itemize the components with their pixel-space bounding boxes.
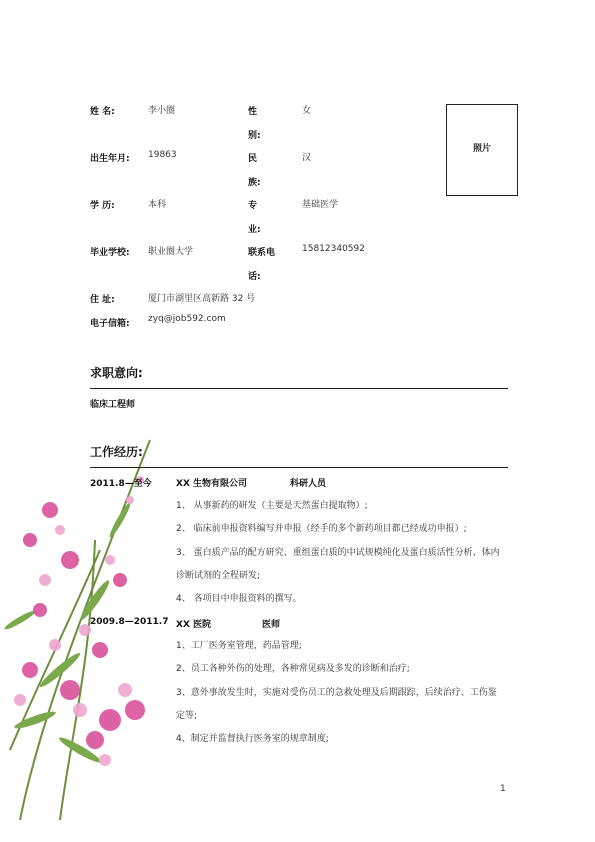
job-duty: 诊断试剂的全程研发; bbox=[176, 571, 261, 581]
job-duty: 2、员工各种外伤的处理，各种常见病及多发的诊断和治疗; bbox=[176, 664, 410, 674]
phone-label-colon: 话: bbox=[248, 272, 261, 282]
school-label: 毕业学校: bbox=[90, 248, 130, 258]
gender-label-colon: 别: bbox=[248, 131, 261, 141]
phone-label: 联系电 bbox=[248, 248, 276, 258]
job-duty: 2、 临床前申报资料编写并申报（经手的多个新药项目都已经成功申报）; bbox=[176, 524, 467, 534]
major-label: 专 bbox=[248, 201, 258, 211]
gender-label: 性 bbox=[248, 107, 258, 117]
gender-value: 女 bbox=[302, 106, 312, 116]
address-value: 厦门市湖里区高新路 32 号 bbox=[148, 294, 256, 304]
job-role: 医师 bbox=[262, 620, 281, 630]
job-duty: 3、意外事故发生时，实施对受伤员工的急救处理及后期跟踪，后续治疗、工伤鉴 bbox=[176, 688, 497, 698]
job-role: 科研人员 bbox=[290, 479, 327, 489]
school-value: 职业圈大学 bbox=[148, 247, 194, 257]
job-duty: 定等; bbox=[176, 711, 198, 721]
phone-value: 15812340592 bbox=[302, 244, 365, 254]
job-duty: 4、 各项目中申报资料的撰写。 bbox=[176, 594, 302, 604]
major-label-colon: 业: bbox=[248, 225, 261, 235]
intention-value: 临床工程师 bbox=[90, 400, 136, 410]
ethnic-label-colon: 族: bbox=[248, 178, 261, 188]
photo-label: 照片 bbox=[472, 144, 491, 154]
job-duty: 4、制定并监督执行医务室的规章制度; bbox=[176, 734, 329, 744]
photo-placeholder bbox=[446, 104, 518, 196]
birth-value: 19863 bbox=[148, 150, 177, 160]
education-label: 学 历: bbox=[90, 201, 115, 211]
name-label: 姓 名: bbox=[90, 107, 115, 117]
birth-label: 出生年月: bbox=[90, 154, 130, 164]
job-company: XX 生物有限公司 bbox=[176, 479, 248, 489]
job-company: XX 医院 bbox=[176, 620, 212, 630]
job-date: 2011.8—至今 bbox=[90, 479, 152, 489]
email-value: zyq@job592.com bbox=[148, 314, 226, 324]
intention-divider bbox=[90, 388, 508, 389]
email-label: 电子信箱: bbox=[90, 319, 130, 329]
ethnic-label: 民 bbox=[248, 154, 258, 164]
job-date: 2009.8—2011.7 bbox=[90, 617, 169, 627]
job-duty: 1、 从事新药的研发（主要是天然蛋白提取物）; bbox=[176, 501, 368, 511]
ethnic-value: 汉 bbox=[302, 153, 312, 163]
address-label: 住 址: bbox=[90, 295, 115, 305]
page-number: 1 bbox=[500, 784, 506, 794]
job-duty: 3、 蛋白质产品的配方研究、重组蛋白质的中试规模纯化及蛋白质活性分析、体内 bbox=[176, 548, 500, 558]
intention-heading: 求职意向: bbox=[90, 366, 143, 380]
education-value: 本科 bbox=[148, 200, 167, 210]
major-value: 基础医学 bbox=[302, 200, 339, 210]
experience-heading: 工作经历: bbox=[90, 445, 143, 459]
job-duty: 1、工厂医务室管理，药品管理; bbox=[176, 641, 302, 651]
name-value: 李小圈 bbox=[148, 106, 176, 116]
experience-divider bbox=[90, 467, 508, 468]
